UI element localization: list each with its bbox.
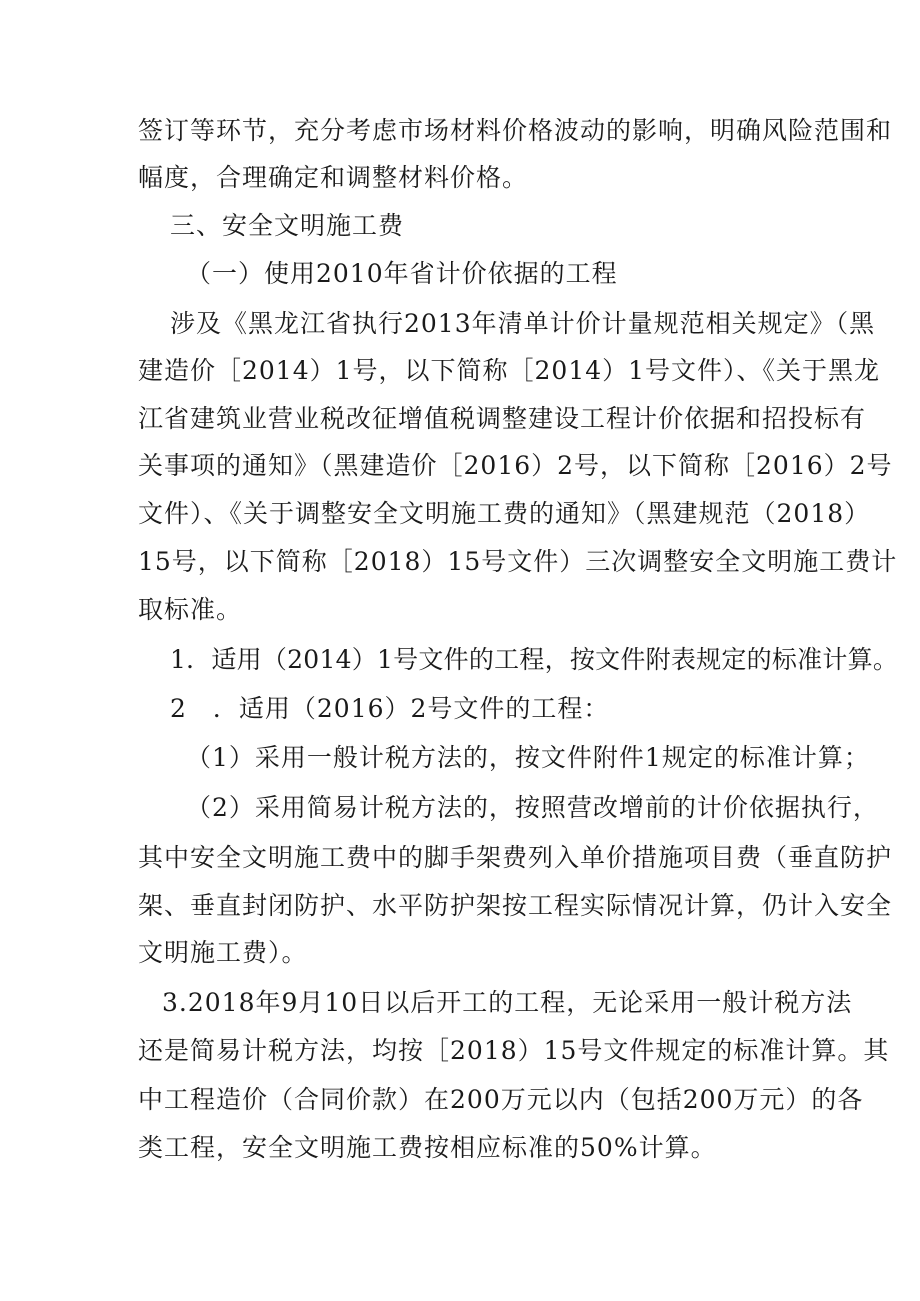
list-item: 1．适用（2014）1号文件的工程，按文件附表规定的标准计算。 xyxy=(170,645,899,674)
paragraph-line: 关事项的通知》（黑建造价［2016）2号，以下简称［2016）2号 xyxy=(138,451,893,480)
list-item: 2 ．适用（2016）2号文件的工程： xyxy=(170,694,610,723)
paragraph-line: 中工程造价（合同价款）在200万元以内（包括200万元）的各 xyxy=(138,1085,864,1114)
paragraph-line: 类工程，安全文明施工费按相应标准的50%计算。 xyxy=(138,1133,717,1162)
paragraph-line: 签订等环节，充分考虑市场材料价格波动的影响，明确风险范围和 xyxy=(138,116,893,145)
section-heading: 三、安全文明施工费 xyxy=(170,211,405,240)
paragraph-line: 还是简易计税方法，均按［2018）15号文件规定的标准计算。其 xyxy=(138,1036,890,1065)
paragraph-line: 其中安全文明施工费中的脚手架费列入单价措施项目费（垂直防护 xyxy=(138,843,893,872)
paragraph-line: 15号，以下简称［2018）15号文件）三次调整安全文明施工费计 xyxy=(138,547,898,576)
subsection-heading: （一）使用2010年省计价依据的工程 xyxy=(186,259,618,288)
paragraph-line: 文明施工费）。 xyxy=(138,938,308,967)
paragraph-line: 江省建筑业营业税改征增值税调整建设工程计价依据和招投标有 xyxy=(138,404,867,433)
paragraph-line: 架、垂直封闭防护、水平防护架按工程实际情况计算，仍计入安全 xyxy=(138,891,893,920)
paragraph-line: 取标准。 xyxy=(138,595,243,624)
list-item: 3.2018年9月10日以后开工的工程，无论采用一般计税方法 xyxy=(162,988,853,1017)
paragraph-line: 文件）、《关于调整安全文明施工费的通知》（黑建规范（2018） xyxy=(138,499,871,528)
paragraph-line: 涉及《黑龙江省执行2013年清单计价计量规范相关规定》（黑 xyxy=(170,309,876,338)
paragraph-line: 建造价［2014）1号，以下简称［2014）1号文件）、《关于黑龙 xyxy=(138,356,881,385)
list-item: （2）采用简易计税方法的，按照营改增前的计价依据执行， xyxy=(186,793,879,822)
paragraph-line: 幅度，合理确定和调整材料价格。 xyxy=(138,163,529,192)
list-item: （1）采用一般计税方法的，按文件附件1规定的标准计算； xyxy=(186,743,870,772)
